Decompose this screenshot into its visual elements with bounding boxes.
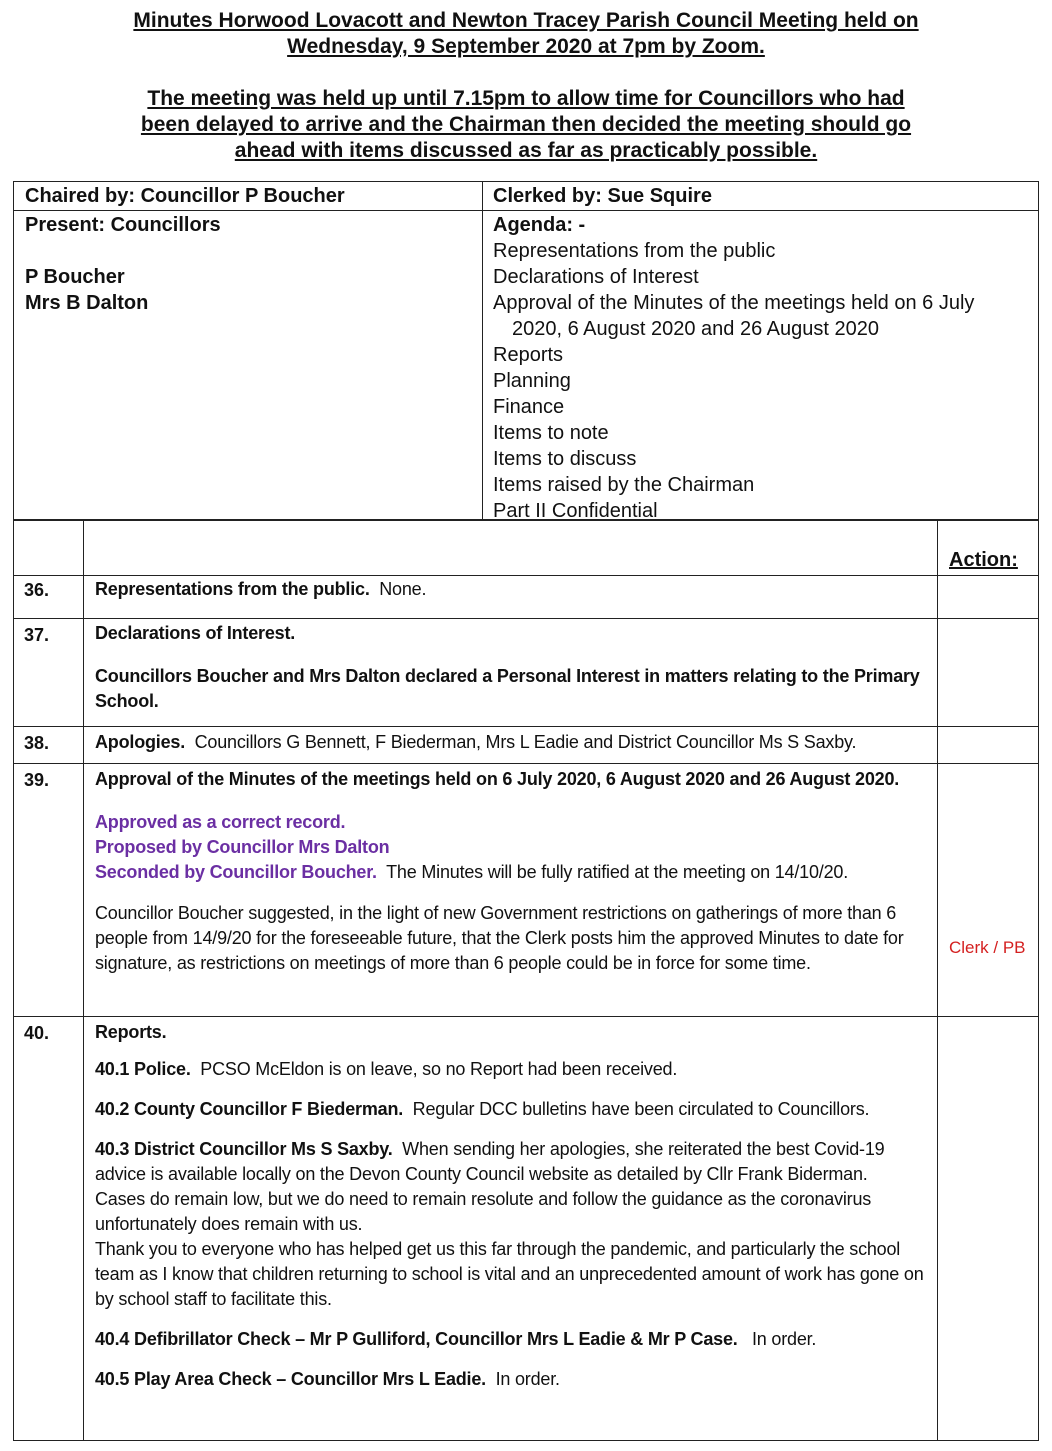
minute-item-39: Approval of the Minutes of the meetings held on 6 July 2020, 6 August 2020 and 26 August 2020. Approved as a correct record. Proposed by Councillor Mrs Dalton Seconded by Councillor Boucher. The Minutes will be fully ratified at the meeting on 14/10/20. Councillor Boucher suggested, in the light of new Government restrictions on gatherings of more than 6 people from 14/9/20 for the foreseeable future, that the Clerk posts him the approved Minutes to date for signature, as restrictions on meetings of more than 6 people could be in force for some time. <box>95 769 904 973</box>
report-play-area: 40.5 Play Area Check – Councillor Mrs L Eadie. In order. <box>95 1369 560 1389</box>
minute-item-36: Representations from the public. None. <box>95 579 427 599</box>
agenda-label: Agenda: - <box>493 214 586 236</box>
agenda-item: Items raised by the Chairman <box>493 474 755 496</box>
agenda-item: Planning <box>493 370 571 392</box>
action-assignee: Clerk / PB <box>949 938 1026 957</box>
agenda-item: Declarations of Interest <box>493 266 699 288</box>
item-number: 38. <box>24 733 50 753</box>
report-defibrillator: 40.4 Defibrillator Check – Mr P Gulliford, Councillor Mrs L Eadie & Mr P Case. In order. <box>95 1329 817 1349</box>
agenda-section <box>493 212 1013 524</box>
row-divider <box>14 726 1038 727</box>
agenda-item: Approval of the Minutes of the meetings held on 6 July 2020, 6 August 2020 and 26 August 2020 <box>493 292 975 340</box>
row-divider <box>14 575 1038 576</box>
item-number: 36. <box>24 580 50 600</box>
minutes-table <box>13 520 1039 1441</box>
present-councillor: Mrs B Dalton <box>25 292 149 314</box>
column-divider <box>937 521 938 1440</box>
minute-item-40: Reports. 40.1 Police. PCSO McEldon is on leave, so no Report had been received. 40.2 County Councillor F Biederman. Regular DCC bulletins have been circulated to Councillors. 40.3 District Councillor Ms S Saxby. When sending her apologies, she reiterated the best Covid-19 advice is available locally on the Devon County Council website as detailed by Cllr Frank Biderman. Cases do remain low, but we do need to remain resolute and follow the guidance as the coronavirus unfortunately does remain with us. Thank you to everyone who has helped get us this far through the pandemic, and particularly the school team as I know that children returning to school is vital and an unprecedented amount of work has gone on by school staff to facilitate this. 40.4 Defibrillator Check – Mr P Gulliford, Councillor Mrs L Eadie & Mr P Case. In order. 40.5 Play Area Check – Councillor Mrs L Eadie. In order. <box>95 1020 935 1392</box>
row-divider <box>14 618 1038 619</box>
header-table <box>13 181 1039 520</box>
agenda-item: Reports <box>493 344 564 366</box>
action-header: Action: <box>949 549 1018 571</box>
agenda-item: Items to note <box>493 422 609 444</box>
row-divider <box>14 763 1038 764</box>
chaired-by: Chaired by: Councillor P Boucher <box>25 185 345 207</box>
item-number: 40. <box>24 1023 50 1043</box>
agenda-item: Items to discuss <box>493 448 637 470</box>
clerked-by: Clerked by: Sue Squire <box>493 185 712 207</box>
agenda-item: Part II Confidential <box>493 500 658 522</box>
present-section: Present: Councillors P Boucher Mrs B Dalton <box>25 214 221 314</box>
row-divider <box>14 1016 1038 1017</box>
document-title: Minutes Horwood Lovacott and Newton Tracey Parish Council Meeting held on Wednesday, 9 September 2020 at 7pm by Zoom. <box>133 9 919 58</box>
meeting-note: The meeting was held up until 7.15pm to allow time for Councillors who had been delayed to arrive and the Chairman then decided the meeting should go ahead with items discussed as far as practicably possible. <box>140 87 912 162</box>
minute-item-38: Apologies. Councillors G Bennett, F Biederman, Mrs L Eadie and District Councillor Ms S Saxby. <box>95 732 857 752</box>
agenda-item: Representations from the public <box>493 240 776 262</box>
present-councillor: P Boucher <box>25 266 125 288</box>
report-district-councillor: 40.3 District Councillor Ms S Saxby. When sending her apologies, she reiterated the best Covid-19 advice is available locally on the Devon County Council website as detailed by Cllr Frank Biderman. <box>95 1139 885 1184</box>
item-number: 39. <box>24 770 50 790</box>
report-county-councillor: 40.2 County Councillor F Biederman. Regular DCC bulletins have been circulated to Councillors. <box>95 1099 870 1119</box>
agenda-item: Finance <box>493 396 565 418</box>
column-divider <box>482 182 483 519</box>
minute-item-37: Declarations of Interest. Councillors Boucher and Mrs Dalton declared a Personal Interest in matters relating to the Primary School. <box>95 623 920 711</box>
column-divider <box>83 521 84 1440</box>
report-police: 40.1 Police. PCSO McEldon is on leave, so no Report had been received. <box>95 1059 678 1079</box>
item-number: 37. <box>24 625 50 645</box>
row-divider <box>14 210 1038 211</box>
